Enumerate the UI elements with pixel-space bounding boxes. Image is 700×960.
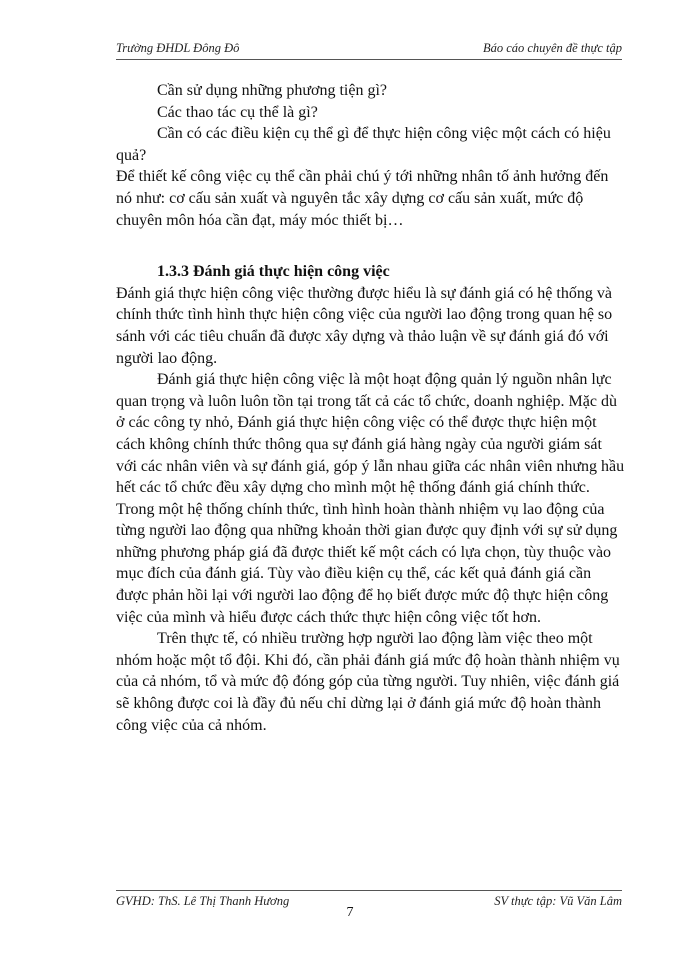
question-2: Các thao tác cụ thể là gì? [157,103,318,121]
header-report-title: Báo cáo chuyên đề thực tập [482,41,622,55]
footer-student: SV thực tập: Vũ Văn Lâm [494,894,622,908]
page-number: 7 [346,905,354,920]
paragraph-definition: Đánh giá thực hiện công việc thường được hiểu là sự đánh giá có hệ thống và chính thức tình hình thực hiện công việc của người lao động trong quan hệ so sánh với các tiêu chuẩn đã được xây dựng và thảo luận về sự đánh giá đó với người lao động. [116,284,613,367]
page-header [116,41,622,60]
paragraph-importance: Đánh giá thực hiện công việc là một hoạt động quản lý nguồn nhân lực quan trọng và luôn luôn tồn tại trong tất cả các tổ chức, doanh nghiệp. Mặc dù ở các công ty nhỏ, Đánh giá thực hiện công việc có thể được thực hiện một cách không chính thức thông qua sự đánh giá hàng ngày của người giám sát với các nhân viên và sự đánh giá, góp ý lẫn nhau giữa các nhân viên nhưng hầu hết các tổ chức đều xây dựng cho mình một hệ thống đánh giá chính thức. Trong một hệ thống chính thức, tình hình hoàn thành nhiệm vụ lao động của từng người lao động qua những khoản thời gian được quy định với sự sử dụng những phương pháp giá đã được thiết kế một cách có lựa chọn, tùy thuộc vào mục đích của đánh giá. Tùy vào điều kiện cụ thể, các kết quả đánh giá cần được phản hồi lại với người lao động để họ biết được mức độ thực hiện công việc của mình và hiểu được cách thức thực hiện công việc tốt hơn. [116,371,625,626]
header-school: Trường ĐHDL Đông Đô [116,41,240,55]
question-1: Cần sử dụng những phương tiện gì? [157,82,388,99]
document-body [116,80,626,736]
footer-supervisor: GVHD: ThS. Lê Thị Thanh Hương [116,894,290,908]
section-heading: 1.3.3 Đánh giá thực hiện công việc [157,263,390,281]
question-3: Cần có các điều kiện cụ thể gì để thực hiện công việc một cách có hiệu quả? [116,125,611,164]
paragraph-design: Để thiết kế công việc cụ thể cần phải chú ý tới những nhân tố ảnh hưởng đến nó như: cơ cấu sản xuất và nguyên tắc xây dựng cơ cấu sản xuất, mức độ chuyên môn hóa cần đạt, máy móc thiết bị… [116,168,609,229]
paragraph-team: Trên thực tế, có nhiều trường hợp người lao động làm việc theo một nhóm hoặc một tổ đội. Khi đó, cần phải đánh giá mức độ hoàn thành nhiệm vụ của cả nhóm, tổ và mức độ đóng góp của từng người. Tuy nhiên, việc đánh giá sẽ không được coi là đầy đủ nếu chỉ dừng lại ở đánh giá mức độ hoàn thành công việc của cả nhóm. [116,630,620,734]
